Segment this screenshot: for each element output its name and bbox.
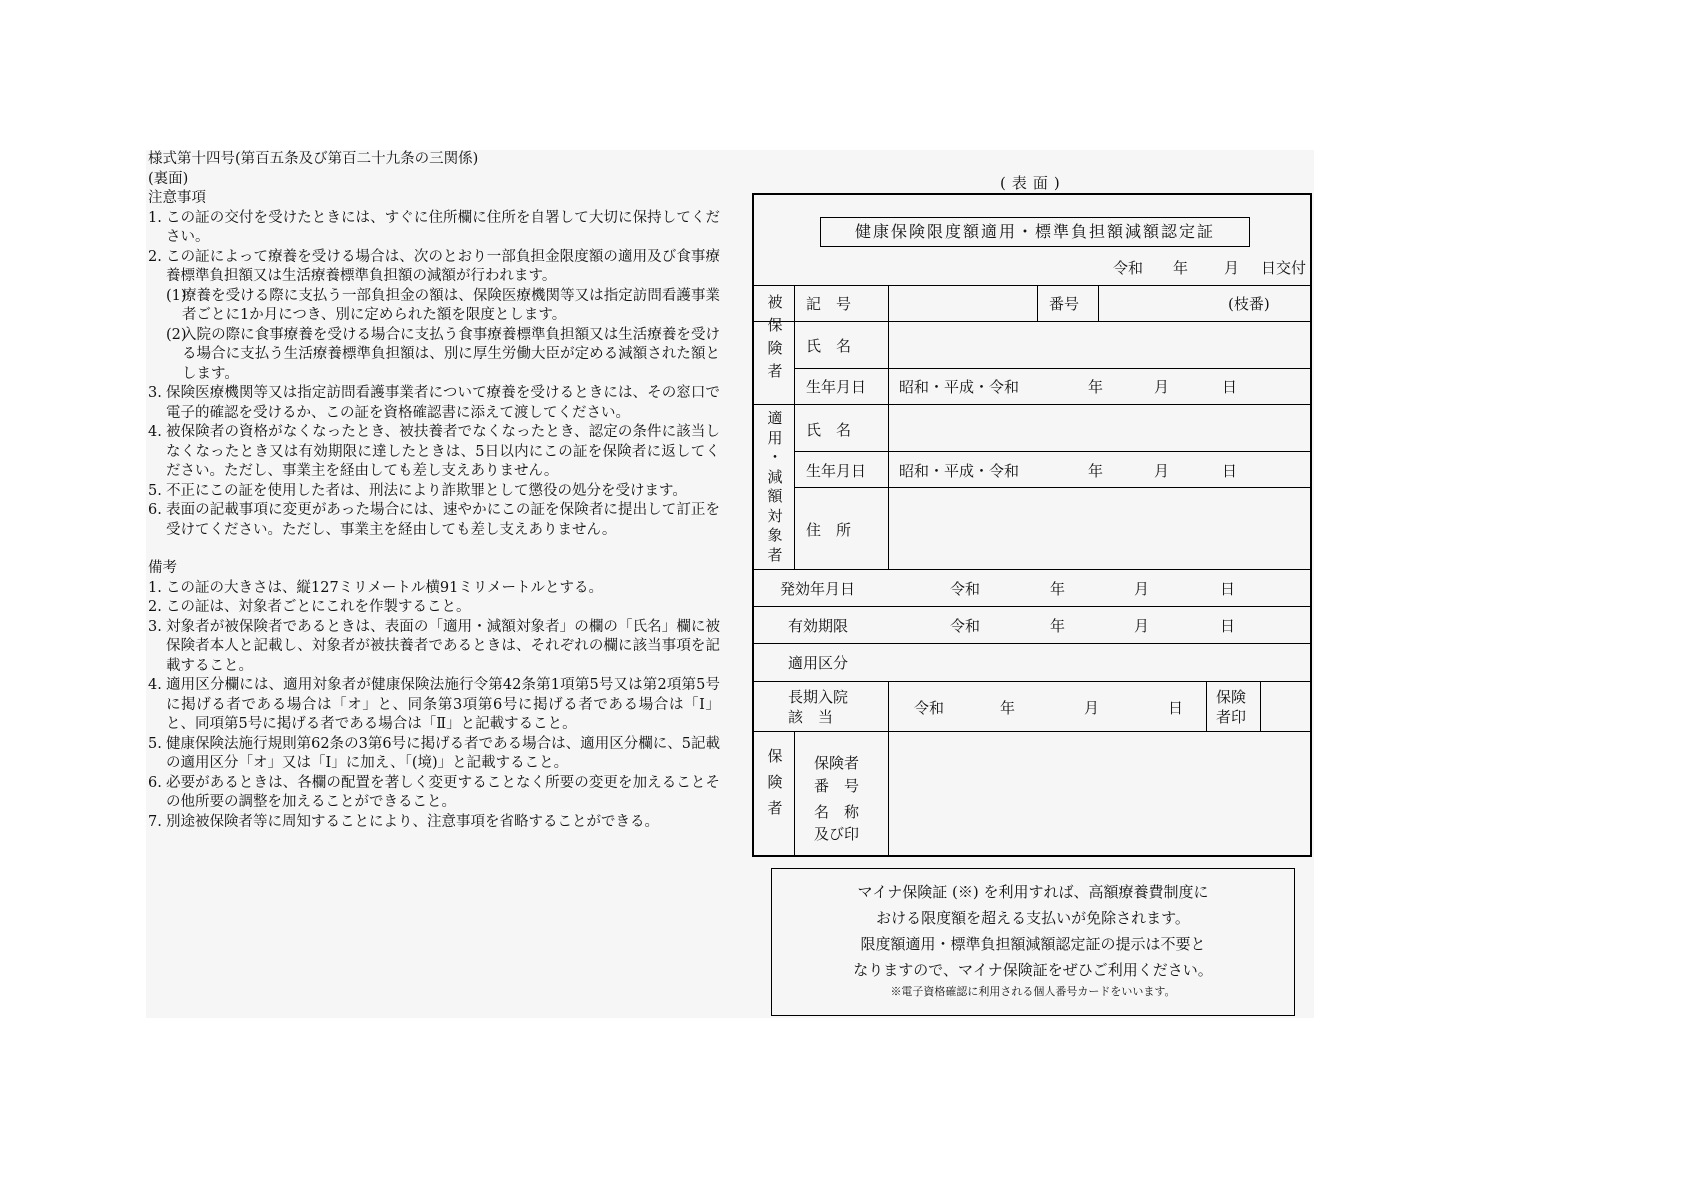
rule: [754, 643, 1310, 644]
insurer-name-label-2: 及び印: [814, 825, 860, 843]
rule: [754, 285, 1310, 286]
note-number: 6.: [148, 502, 162, 518]
long-stay-day: 日: [1168, 699, 1184, 717]
note-item: [148, 384, 720, 423]
applicant-birth-label: 生年月日: [806, 462, 867, 480]
rule: [888, 681, 889, 855]
remark-item: [148, 618, 720, 677]
effective-day: 日: [1220, 580, 1236, 598]
notes-heading: 注意事項: [148, 190, 206, 206]
applicant-birth-year: 年: [1088, 462, 1104, 480]
insurer-number-label-2: 番 号: [814, 777, 860, 795]
applicant-group-label: 適 用 ・ 減 額 対 象 者: [767, 409, 783, 564]
note-number: 5.: [148, 482, 162, 499]
note-item: [148, 248, 720, 287]
remark-number: 2.: [148, 599, 162, 615]
effective-era: 令和: [950, 580, 981, 598]
remark-text: この証の大きさは、縦127ミリメートル横91ミリメートルとする。: [166, 579, 604, 596]
note-text: 療養を受ける際に支払う一部負担金の額は、保険医療機関等又は指定訪問看護事業者ごとに1か月につき、別に定められた額を限度とします。: [182, 287, 720, 323]
address-label: 住 所: [806, 521, 852, 539]
note-text: この証によって療養を受ける場合は、次のとおり一部負担金限度額の適用及び食事療養標準負担額又は生活療養標準負担額の減額が行われます。: [166, 248, 720, 284]
insured-birth-label: 生年月日: [806, 378, 867, 396]
edaban-label: (枝番): [1228, 295, 1270, 313]
note-text: 入院の際に食事療養を受ける場合に支払う食事療養標準負担額又は生活療養を受ける場合に支払う生活療養標準負担額は、別に厚生労働大臣が定める減額された額とします。: [182, 326, 720, 382]
note-text: 不正にこの証を使用した者は、刑法により詐欺罪として懲役の処分を受けます。: [166, 482, 687, 499]
remark-item: [148, 676, 720, 735]
issue-era: 令和: [1112, 259, 1143, 277]
remark-text: この証は、対象者ごとにこれを作製すること。: [166, 599, 471, 615]
rule: [794, 731, 795, 855]
effective-year: 年: [1050, 580, 1066, 598]
issue-year: 年: [1172, 259, 1188, 277]
mynumber-notice: [771, 868, 1295, 1016]
rule: [754, 731, 1310, 732]
long-stay-era: 令和: [914, 699, 945, 717]
insured-birth-year: 年: [1088, 378, 1104, 396]
notice-footnote: ※電子資格確認に利用される個人番号カードをいいます。: [890, 985, 1176, 998]
note-number: 1.: [148, 209, 162, 226]
insured-birth-month: 月: [1154, 378, 1170, 396]
note-number: 2.: [148, 248, 162, 265]
rule: [1037, 285, 1038, 321]
rule: [754, 321, 1310, 322]
bangou-label: 番号: [1049, 295, 1080, 313]
applicant-name-label: 氏 名: [806, 421, 852, 439]
remark-number: 5.: [148, 735, 162, 752]
back-side: [148, 150, 720, 832]
rule: [754, 606, 1310, 607]
long-stay-label-line1: 長期入院: [788, 688, 849, 706]
remark-number: 6.: [148, 774, 162, 791]
note-text: 表面の記載事項に変更があった場合には、速やかにこの証を保険者に提出して訂正を受けてください。ただし、事業主を経由しても差し支えありません。: [166, 502, 720, 538]
remarks-heading: 備考: [148, 560, 177, 576]
kigou-label: 記 号: [806, 295, 852, 313]
remark-item: [148, 774, 720, 813]
applicant-birth-month: 月: [1154, 462, 1170, 480]
long-stay-label-line2: 該 当: [788, 708, 834, 726]
notice-line-1: マイナ保険証 (※) を利用すれば、高額療養費制度に: [857, 883, 1209, 901]
note-text: この証の交付を受けたときには、すぐに住所欄に住所を自署して大切に保持してください。: [166, 209, 720, 245]
insurer-name-label-1: 名 称: [814, 803, 860, 821]
remark-item: [148, 579, 720, 599]
remark-item: [148, 598, 720, 618]
notes-list: [148, 209, 720, 541]
notice-line-3: 限度額適用・標準負担額減額認定証の提示は不要と: [860, 935, 1206, 953]
remark-text: 必要があるときは、各欄の配置を著しく変更することなく所要の変更を加えることその他所要の調整を加えることができること。: [166, 774, 720, 810]
expiry-month: 月: [1134, 617, 1150, 635]
long-stay-month: 月: [1084, 699, 1100, 717]
front-side-label: (表面): [1000, 174, 1066, 192]
insured-birth-eras: 昭和・平成・令和: [899, 378, 1020, 396]
insured-birth-day: 日: [1222, 378, 1238, 396]
expiry-year: 年: [1050, 617, 1066, 635]
notice-line-4: なりますので、マイナ保険証をぜひご利用ください。: [853, 961, 1213, 979]
rule: [794, 451, 1310, 452]
note-number: (1): [166, 287, 187, 304]
insured-group-label: 被 保 険 者: [767, 293, 783, 380]
back-side-label: (裏面): [148, 170, 189, 187]
note-item: [148, 287, 720, 326]
form-number: 様式第十四号(第百五条及び第百二十九条の三関係): [148, 151, 479, 167]
note-item: [148, 501, 720, 540]
remark-text: 別途被保険者等に周知することにより、注意事項を省略することができる。: [166, 813, 659, 830]
issue-day: 日交付: [1260, 259, 1306, 277]
insured-name-label: 氏 名: [806, 337, 852, 355]
issue-month: 月: [1223, 259, 1239, 277]
rule: [1260, 681, 1261, 731]
remark-item: [148, 813, 720, 833]
rule: [754, 569, 1310, 570]
remark-number: 3.: [148, 618, 162, 635]
note-item: [148, 209, 720, 248]
remark-item: [148, 735, 720, 774]
rule: [1098, 285, 1099, 321]
note-number: 4.: [148, 424, 162, 440]
note-item: [148, 326, 720, 385]
applicant-birth-day: 日: [1222, 462, 1238, 480]
effective-month: 月: [1134, 580, 1150, 598]
rule: [888, 285, 889, 569]
notice-line-2: おける限度額を超える支払いが免除されます。: [876, 909, 1190, 927]
rule: [794, 285, 795, 569]
card-title: 健康保険限度額適用・標準負担額減額認定証: [820, 217, 1250, 247]
category-label: 適用区分: [788, 654, 849, 672]
insurer-seal-line2: 者印: [1216, 708, 1247, 726]
remark-number: 1.: [148, 579, 162, 596]
note-number: 3.: [148, 385, 162, 401]
insurer-number-label-1: 保険者: [814, 754, 860, 772]
note-text: 被保険者の資格がなくなったとき、被扶養者でなくなったとき、認定の条件に該当しなくなったとき又は有効期限に達したときは、5日以内にこの証を保険者に返してください。ただし、事業主を経由しても差し支えありません。: [166, 424, 720, 479]
insurer-group-label: 保 険 者: [767, 747, 783, 817]
note-number: (2): [166, 326, 187, 343]
remark-number: 4.: [148, 677, 162, 693]
remark-text: 対象者が被保険者であるときは、表面の「適用・減額対象者」の欄の「氏名」欄に被保険者本人と記載し、対象者が被扶養者であるときは、それぞれの欄に該当事項を記載すること。: [166, 618, 720, 674]
applicant-birth-eras: 昭和・平成・令和: [899, 462, 1020, 480]
note-item: [148, 423, 720, 482]
expiry-label: 有効期限: [788, 617, 849, 635]
effective-date-label: 発効年月日: [780, 580, 856, 598]
note-text: 保険医療機関等又は指定訪問看護事業者について療養を受けるときには、その窓口で電子的確認を受けるか、この証を資格確認書に添えて渡してください。: [166, 385, 720, 421]
rule: [754, 404, 1310, 405]
expiry-day: 日: [1220, 617, 1236, 635]
rule: [794, 368, 1310, 369]
remark-number: 7.: [148, 813, 162, 830]
remark-text: 適用区分欄には、適用対象者が健康保険法施行令第42条第1項第5号又は第2項第5号に掲げる者である場合は「オ」と、同条第3項第6号に掲げる者である場合は「Ⅰ」と、同項第5号に掲げる者である場合は「Ⅱ」と記載すること。: [166, 677, 720, 732]
issue-date: [1113, 257, 1306, 278]
certificate-card: [752, 193, 1312, 857]
expiry-era: 令和: [950, 617, 981, 635]
remark-text: 健康保険法施行規則第62条の3第6号に掲げる者である場合は、適用区分欄に、5記載の適用区分「オ」又は「Ⅰ」に加え、「(境)」と記載すること。: [166, 735, 720, 771]
insurer-seal-line1: 保険: [1216, 688, 1247, 706]
rule: [794, 487, 1310, 488]
rule: [754, 681, 1310, 682]
note-item: [148, 482, 720, 502]
remarks-list: [148, 579, 720, 833]
long-stay-year: 年: [1000, 699, 1016, 717]
rule: [1206, 681, 1207, 731]
